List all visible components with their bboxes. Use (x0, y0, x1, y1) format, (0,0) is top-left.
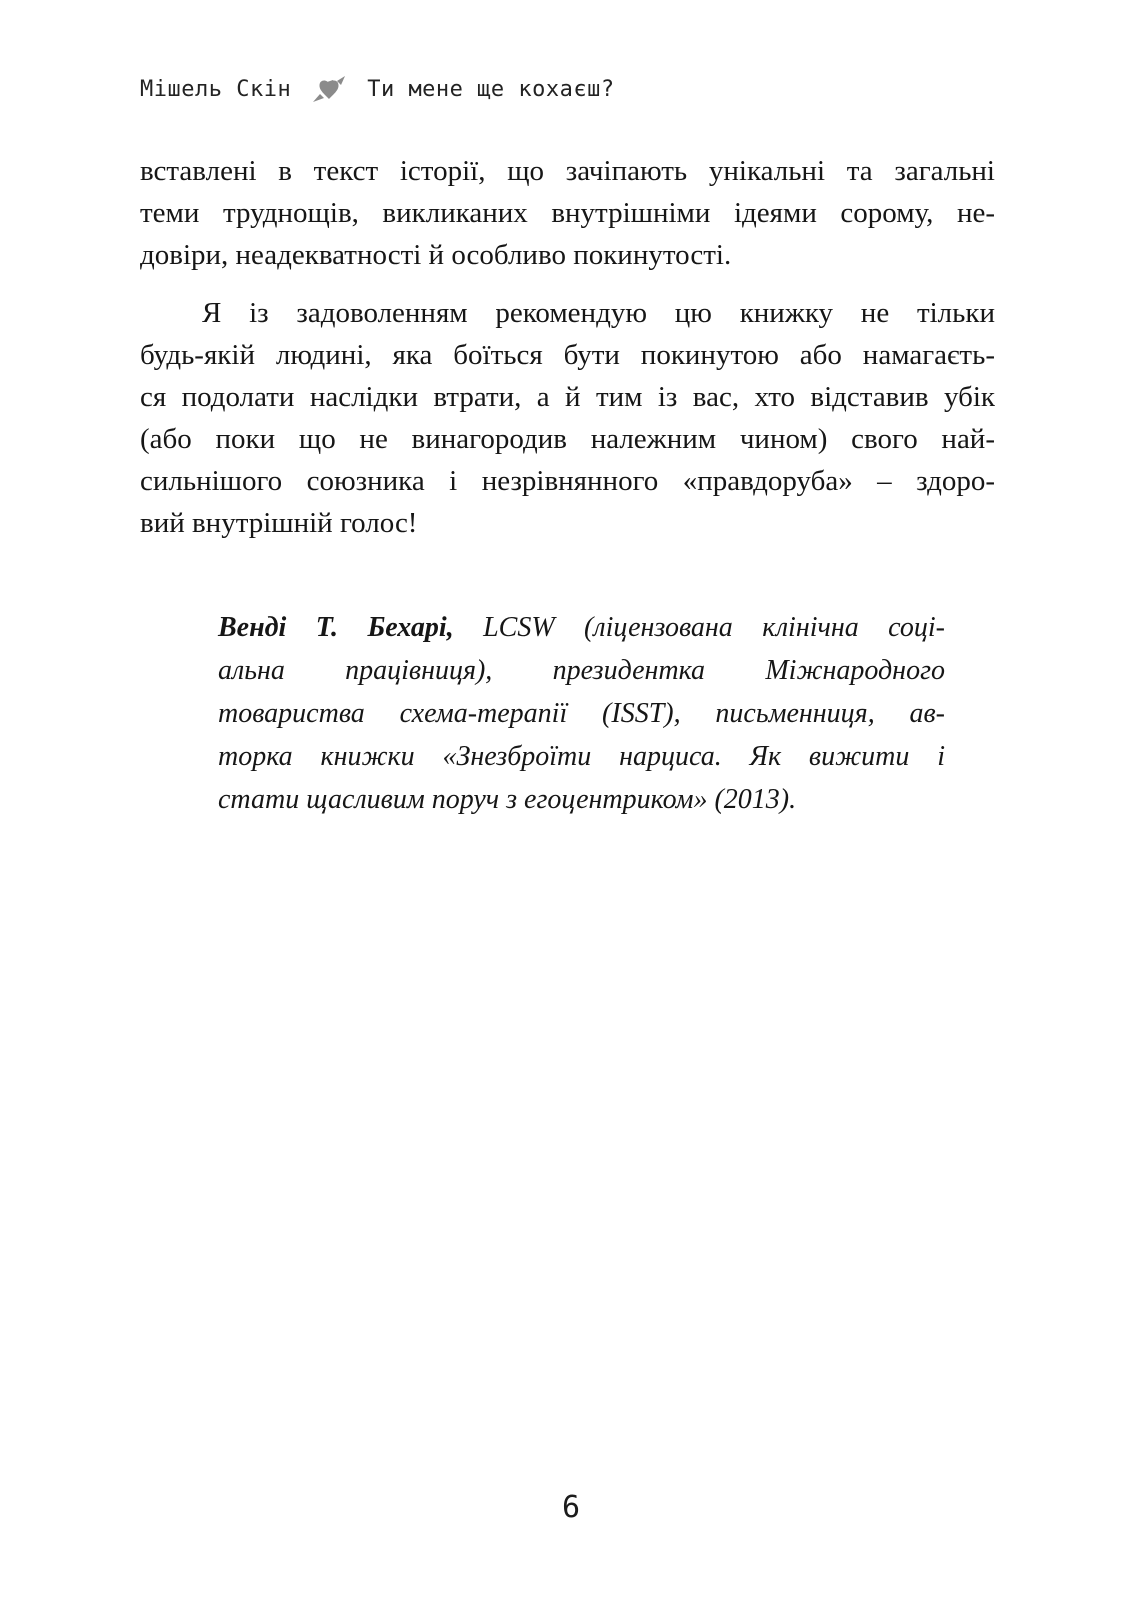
text-line: довіри, неадекватності й особливо покинутості. (140, 239, 732, 271)
header-author-label: Мішель Скін (140, 76, 292, 102)
page-body (140, 150, 995, 821)
text-line: товариства схема-терапії (ISST), письменниця, ав- (218, 698, 945, 729)
text-line: торка книжки «Знезброїти нарциса. Як вижити і (218, 741, 945, 772)
text-line: будь-якій людині, яка боїться бути покинутою або намагаєть- (140, 339, 995, 371)
paragraph (140, 150, 995, 276)
text-line: сильнішого союзника і незрівнянного «правдоруба» – здоро- (140, 465, 995, 497)
text-line: Я із задоволенням рекомендую цю книжку не тільки (202, 297, 995, 329)
attribution-author-name: Венді Т. Бехарі, (218, 612, 454, 643)
text-line: стати щасливим поруч з егоцентриком» (2013). (218, 784, 797, 815)
text-line: ся подолати наслідки втрати, а й тим із вас, хто відставив убік (140, 381, 995, 413)
page-number: 6 (561, 1490, 581, 1525)
winged-heart-icon (312, 74, 346, 104)
text-line: альна працівниця), президентка Міжнародного (218, 655, 945, 686)
attribution-credentials: LCSW (ліцензована клінічна соці- (453, 612, 945, 643)
paragraph (140, 292, 995, 544)
attribution-block (218, 606, 945, 821)
text-line: теми труднощів, викликаних внутрішніми ідеями сорому, не- (140, 197, 995, 229)
text-line: вий внутрішній голос! (140, 507, 418, 539)
text-line: вставлені в текст історії, що зачіпають унікальні та загальні (140, 155, 995, 187)
text-line (218, 606, 945, 649)
header-title-label: Ти мене ще кохаєш? (367, 76, 615, 102)
running-header (140, 74, 615, 104)
text-line: (або поки що не винагородив належним чином) свого най- (140, 423, 995, 455)
